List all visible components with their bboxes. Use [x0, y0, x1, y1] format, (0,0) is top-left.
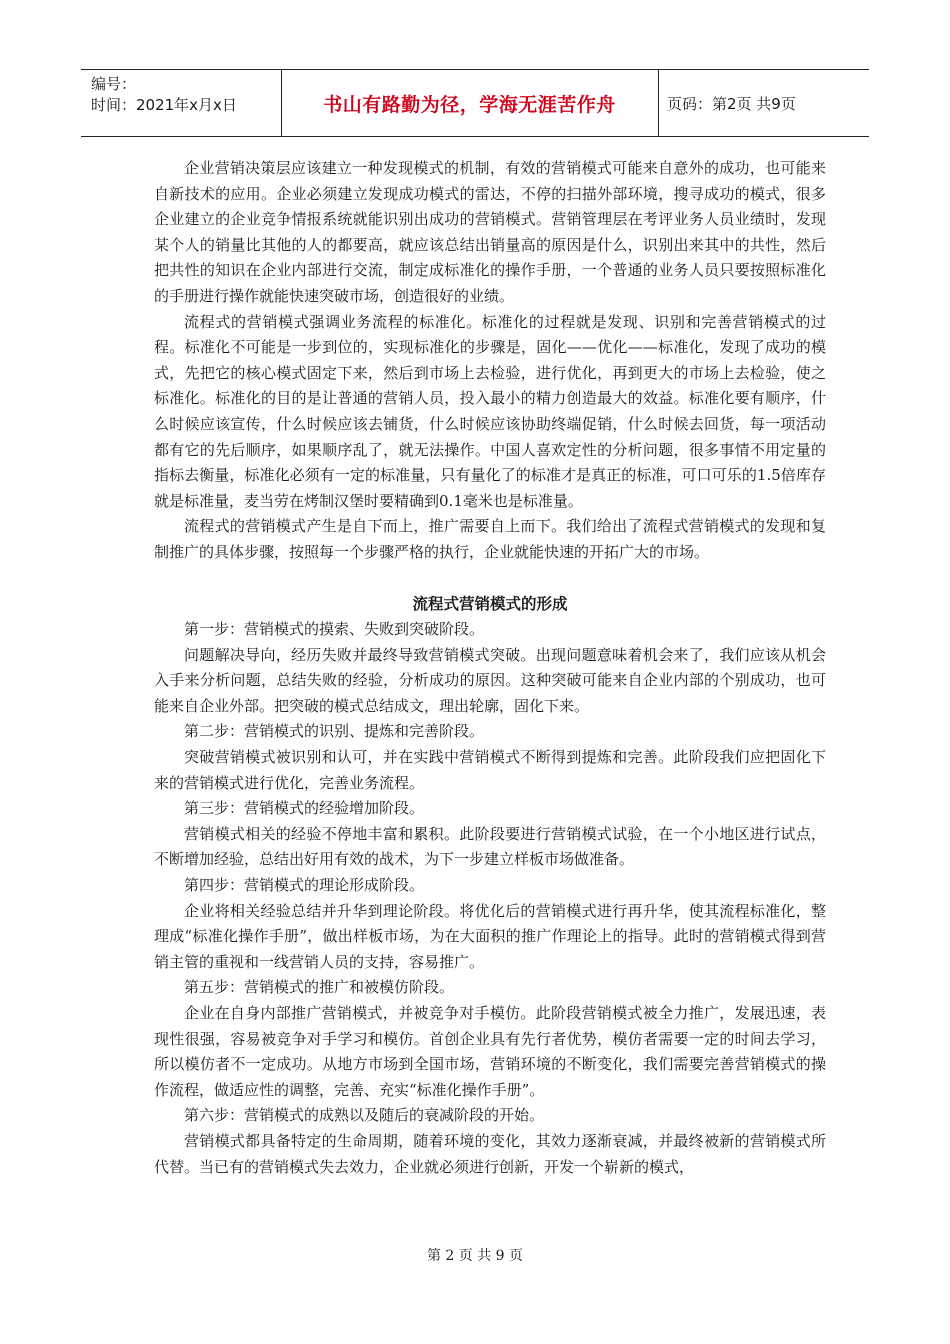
step-paragraph: 企业在自身内部推广营销模式，并被竞争对手模仿。此阶段营销模式被全力推广，发展迅速，表现性很强，容易被竞争对手学习和模仿。首创企业具有先行者优势，模仿者需要一定的时间去学习，所以模仿者不一定成功。从地方市场到全国市场，营销环境的不断变化，我们需要完善营销模式的操作流程，做适应性的调整，完善、充实“标准化操作手册”。 — [154, 1004, 826, 1099]
body-paragraph: 流程式的营销模式产生是自下而上，推广需要自上而下。我们给出了流程式营销模式的发现和复制推广的具体步骤，按照每一个步骤严格的执行，企业就能快速的开拓广大的市场。 — [154, 517, 826, 561]
header-page-info: 页码：第2页 共9页 — [658, 70, 869, 136]
step-paragraph: 问题解决导向，经历失败并最终导致营销模式突破。出现问题意味着机会来了，我们应该从机会入手来分析问题，总结失败的经验，分析成功的原因。这种突破可能来自企业内部的个别成功，也可能来自企业外部。把突破的模式总结成文，理出轮廓，固化下来。 — [154, 645, 826, 715]
body-paragraph: 企业营销决策层应该建立一种发现模式的机制，有效的营销模式可能来自意外的成功，也可能来自新技术的应用。企业必须建立发现成功模式的雷达，不停的扫描外部环境，搜寻成功的模式，很多企业建立的企业竞争情报系统就能识别出成功的营销模式。营销管理层在考评业务人员业绩时，发现某个人的销量比其他的人的都要高，就应该总结出销量高的原因是什么，识别出来其中的共性，然后把共性的知识在企业内部进行交流，制定成标准化的操作手册，一个普通的业务人员只要按照标准化的手册进行操作就能快速突破市场，创造很好的业绩。 — [154, 159, 826, 305]
step-heading: 第六步：营销模式的成熟以及随后的衰减阶段的开始。 — [184, 1106, 545, 1125]
step-paragraph: 营销模式都具备特定的生命周期，随着环境的变化，其效力逐渐衰减，并最终被新的营销模式所代替。当已有的营销模式失去效力，企业就必须进行创新，开发一个崭新的模式， — [154, 1131, 826, 1176]
document-number-label: 编号： — [91, 75, 137, 93]
step-paragraph: 企业将相关经验总结并升华到理论阶段。将优化后的营销模式进行再升华，使其流程标准化，整理成“标准化操作手册”，做出样板市场，为在大面积的推广作理论上的指导。此时的营销模式得到营销主管的重视和一线营销人员的支持，容易推广。 — [154, 901, 826, 971]
header-motto: 书山有路勤为径，学海无涯苦作舟 — [323, 93, 616, 116]
body-paragraph: 流程式的营销模式强调业务流程的标准化。标准化的过程就是发现、识别和完善营销模式的过程。标准化不可能是一步到位的，实现标准化的步骤是，固化——优化——标准化，发现了成功的模式，先把它的核心模式固定下来，然后到市场上去检验，进行优化，再到更大的市场上去检验，使之标准化。标准化的目的是让普通的营销人员，投入最小的精力创造最大的效益。标准化要有顺序，什么时候应该宣传，什么时候应该去铺货，什么时候应该协助终端促销，什么时候去回货，每一项活动都有它的先后顺序，如果顺序乱了，就无法操作。中国人喜欢定性的分析问题，很多事情不用定量的指标去衡量，标准化必须有一定的标准量，只有量化了的标准才是真正的标准，可口可乐的1.5倍库存就是标准量，麦当劳在烤制汉堡时要精确到0.1毫米也是标准量。 — [154, 312, 826, 510]
step-paragraph: 突破营销模式被识别和认可，并在实践中营销模式不断得到提炼和完善。此阶段我们应把固化下来的营销模式进行优化，完善业务流程。 — [154, 748, 826, 792]
step-paragraph: 营销模式相关的经验不停地丰富和累积。此阶段要进行营销模式试验，在一个小地区进行试点，不断增加经验，总结出好用有效的战术，为下一步建立样板市场做准备。 — [154, 824, 826, 869]
document-date-label: 时间：2021年x月x日 — [91, 96, 237, 114]
step-heading: 第一步：营销模式的摸索、失败到突破阶段。 — [184, 620, 485, 639]
step-heading: 第五步：营销模式的推广和被模仿阶段。 — [184, 978, 455, 997]
step-heading: 第四步：营销模式的理论形成阶段。 — [184, 876, 425, 895]
document-body — [154, 156, 826, 1180]
page-footer: 第 2 页 共 9 页 — [426, 1248, 524, 1264]
section-spacer — [154, 566, 826, 592]
header-meta-cell — [81, 70, 282, 136]
step-heading: 第三步：营销模式的经验增加阶段。 — [184, 799, 425, 818]
step-heading: 第二步：营销模式的识别、提炼和完善阶段。 — [184, 722, 485, 741]
page-header — [81, 69, 869, 137]
section-title: 流程式营销模式的形成 — [412, 594, 568, 613]
